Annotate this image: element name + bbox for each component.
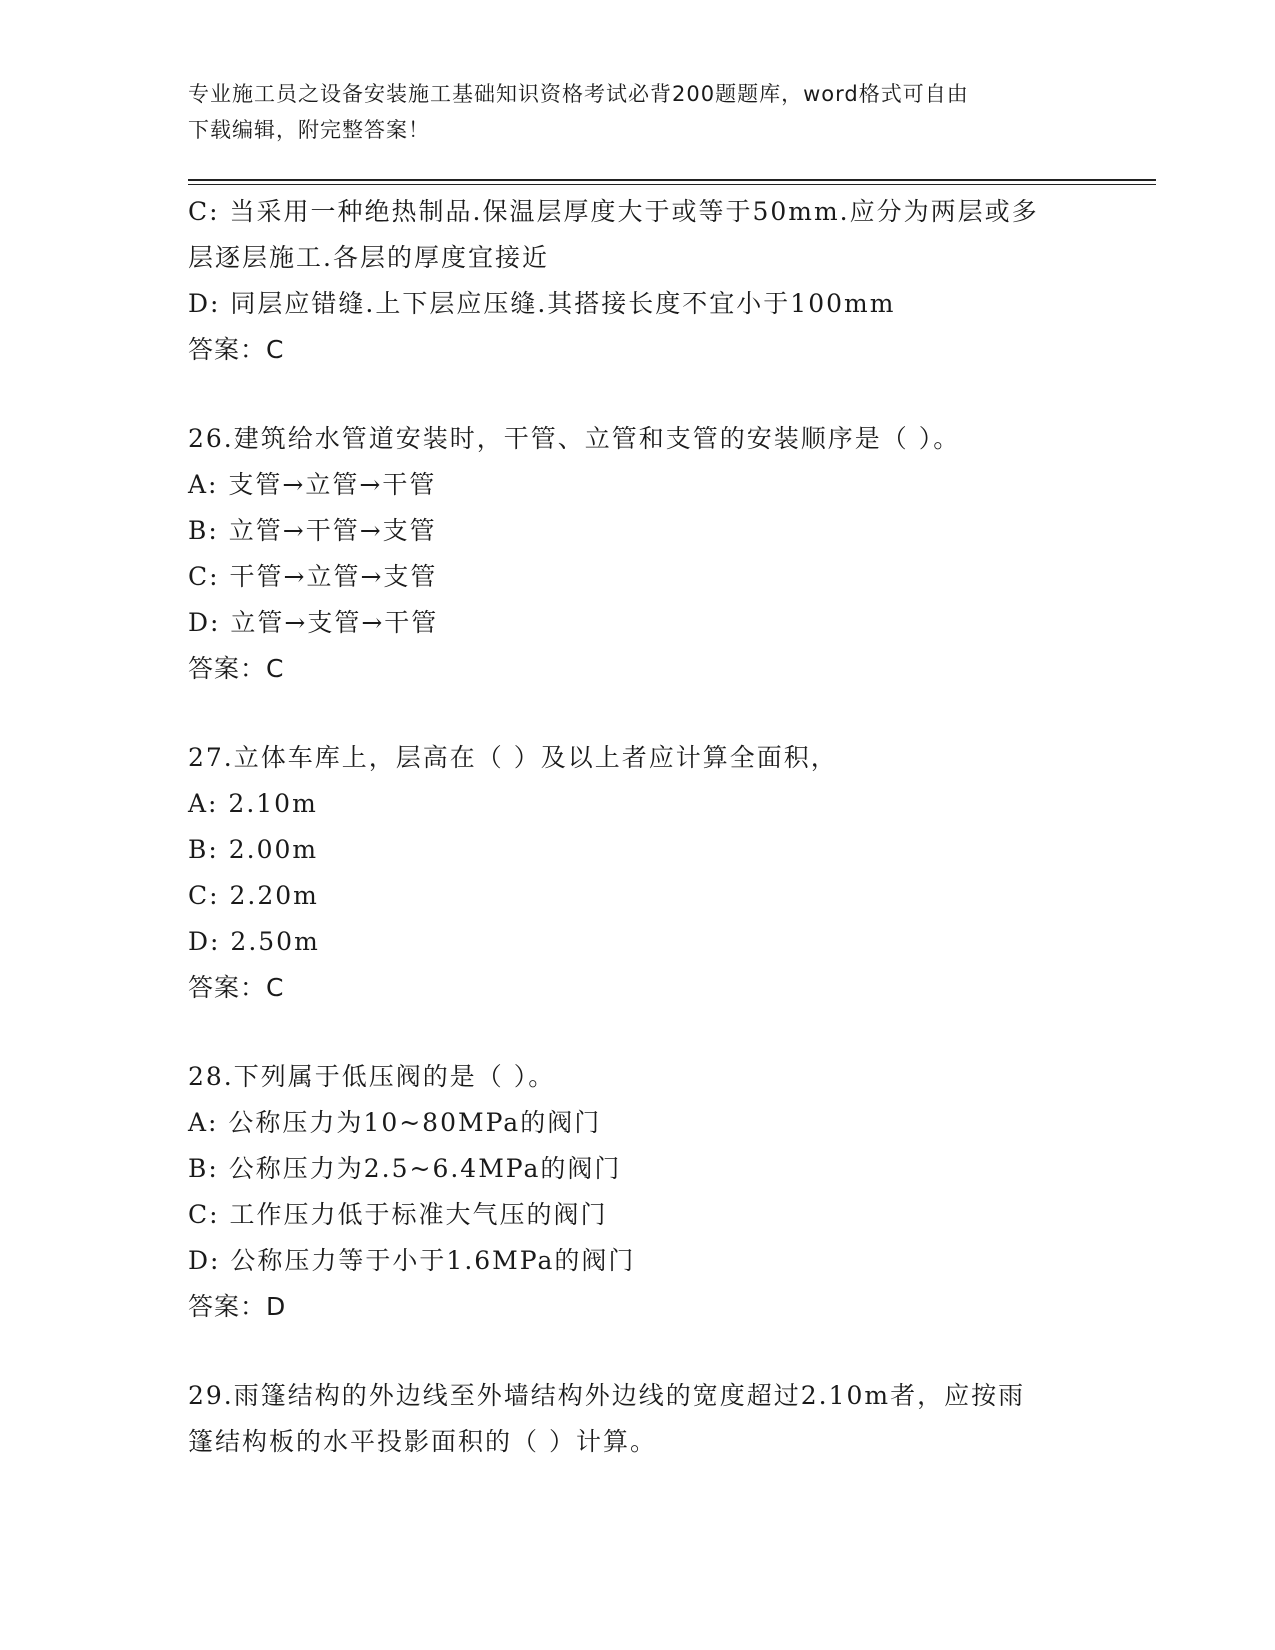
- question-text-line1: 29.雨篷结构的外边线至外墙结构外边线的宽度超过2.10m者，应按雨: [188, 1381, 1026, 1410]
- question-25-tail: [188, 189, 1108, 373]
- spacer: [188, 1330, 1108, 1373]
- option-a: A: 支管→立管→干管: [188, 470, 437, 499]
- option-b: B: 2.00m: [188, 835, 319, 864]
- question-27: [188, 735, 1108, 1011]
- option-c-line1: C: 当采用一种绝热制品.保温层厚度大于或等于50mm.应分为两层或多: [188, 197, 1039, 226]
- option-a: A: 公称压力为10~80MPa的阀门: [188, 1108, 602, 1137]
- answer: 答案：C: [188, 973, 285, 1002]
- question-text: 28.下列属于低压阀的是（ ）。: [188, 1062, 556, 1091]
- option-d: D: 同层应错缝.上下层应压缝.其搭接长度不宜小于100mm: [188, 289, 896, 318]
- spacer: [188, 373, 1108, 416]
- option-a: A: 2.10m: [188, 789, 318, 818]
- option-c: C: 2.20m: [188, 881, 319, 910]
- question-text-line2: 篷结构板的水平投影面积的（ ）计算。: [188, 1427, 657, 1456]
- option-d: D: 立管→支管→干管: [188, 608, 439, 637]
- option-d: D: 公称压力等于小于1.6MPa的阀门: [188, 1246, 636, 1275]
- answer: 答案：D: [188, 1292, 287, 1321]
- header-divider-thick: [188, 179, 1156, 181]
- answer: 答案：C: [188, 654, 285, 683]
- option-c: C: 工作压力低于标准大气压的阀门: [188, 1200, 608, 1229]
- option-b: B: 公称压力为2.5~6.4MPa的阀门: [188, 1154, 622, 1183]
- header-divider-thin: [188, 184, 1156, 185]
- header-title-line1: 专业施工员之设备安装施工基础知识资格考试必背200题题库，word格式可自由: [188, 82, 969, 106]
- header-title-line2: 下载编辑，附完整答案！: [188, 118, 430, 142]
- question-28: [188, 1054, 1108, 1330]
- document-body: [188, 189, 1108, 1465]
- spacer: [188, 1011, 1108, 1054]
- answer: 答案：C: [188, 335, 285, 364]
- question-26: [188, 416, 1108, 692]
- option-d: D: 2.50m: [188, 927, 320, 956]
- option-c-line2: 层逐层施工.各层的厚度宜接近: [188, 243, 549, 272]
- question-text: 27.立体车库上，层高在（ ）及以上者应计算全面积，: [188, 743, 838, 772]
- option-b: B: 立管→干管→支管: [188, 516, 437, 545]
- document-header: [188, 76, 1068, 148]
- spacer: [188, 692, 1108, 735]
- option-c: C: 干管→立管→支管: [188, 562, 438, 591]
- question-29: [188, 1373, 1108, 1465]
- question-text: 26.建筑给水管道安装时，干管、立管和支管的安装顺序是（ ）。: [188, 424, 961, 453]
